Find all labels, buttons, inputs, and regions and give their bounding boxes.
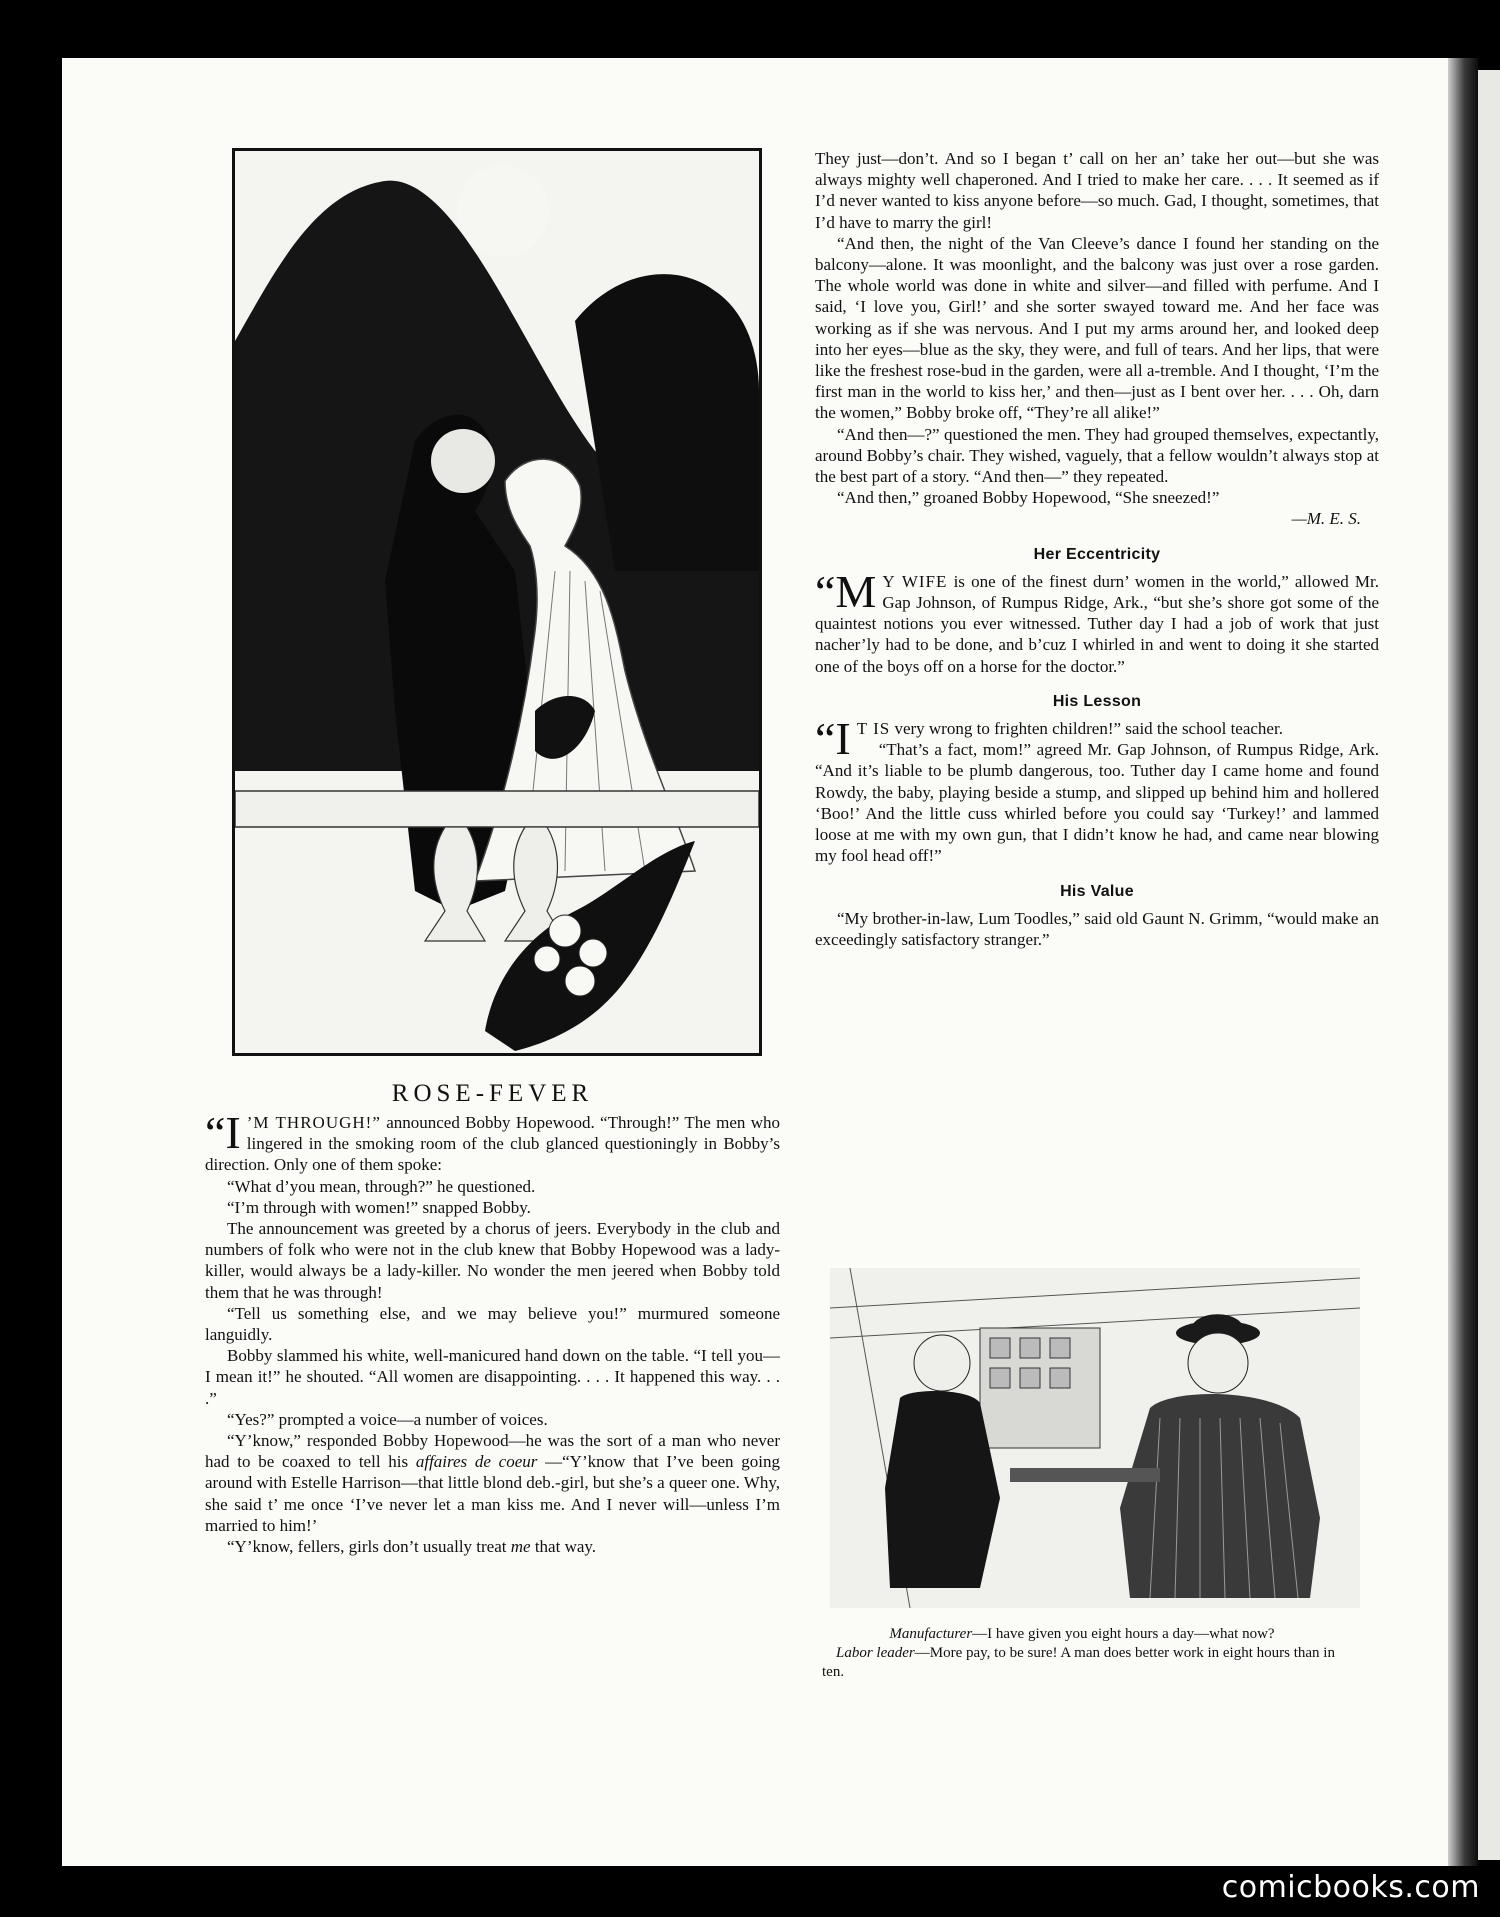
page-gutter: [1448, 58, 1478, 1866]
story-paragraph: “That’s a fact, mom!” agreed Mr. Gap Johnson, of Rumpus Ridge, Ark. “And it’s liable to be plumb dangerous, too. Tuther day I came home and found Rowdy, the baby, playing beside a stump, and slipped up behind him and hollered ‘Boo!’ And the little cuss whirled before you could say ‘Turkey!’ and lammed loose at me with my own gun, that I didn’t know he had, and came near blowing my fool head off!”: [815, 740, 1379, 866]
story-paragraph: “And then,” groaned Bobby Hopewood, “She sneezed!”: [837, 488, 1220, 508]
story-paragraph: “And then, the night of the Van Cleeve’s dance I found her standing on the balcony—alone. It was moonlight, and the balcony was just over a rose garden. The whole world was done in white and silver—and filled with perfume. And I said, ‘I love you, Girl!’ and she sorter swayed toward me. And her face was working as if she was nervous. And I put my arms around her, and looked deep into her eyes—blue as the sky, they were, and full of tears. And her lips, that were like the freshest rose-bud in the garden, were all a-tremble. And I thought, ‘I’m the first man in the world to kiss her,’ and then—just as I bent over her. . . . Oh, darn the women,” Bobby broke off, “They’re all alike!”: [815, 233, 1379, 423]
site-watermark: comicbooks.com: [1221, 1870, 1480, 1905]
caption-line: [822, 1625, 1342, 1644]
paragraph-text: announced Bobby Hopewood. “Through!” The men who lingered in the smoking room of the club glanced questioningly in Bobby’s direction. Only one of them spoke:: [205, 1113, 780, 1175]
story-paragraph: [205, 1536, 780, 1557]
section-heading-eccentricity: Her Eccentricity: [1033, 545, 1161, 563]
lead-in: T IS: [856, 719, 891, 739]
story-paragraph: [815, 713, 1379, 765]
story-paragraph: They just—don’t. And so I began t’ call on her an’ take her out—but she was always mighty well chaperoned. And I tried to make her care. . . . It seemed as if I’d never wanted to kiss anyone before—so much. Gad, I thought, sometimes, that I’d have to marry the girl!: [815, 149, 1379, 232]
lead-in: ’M THROUGH!”: [246, 1113, 381, 1132]
drop-cap: “I: [815, 713, 851, 765]
story-paragraph: “What d’you mean, through?” he questioned.: [227, 1176, 536, 1196]
caption-text: —More pay, to be sure! A man does better work in eight hours than in ten.: [822, 1645, 1335, 1680]
drop-cap: “I: [205, 1107, 241, 1158]
balcony-illustration: [232, 148, 762, 1056]
paragraph-text: —“Y’know that I’ve been going around with Estelle Harrison—that little blond deb.-girl, but she’s a queer one. Why, she said t’ me once ‘I’ve never let a man kiss me. And I never will—unless I’m married to him!’: [205, 1452, 781, 1535]
story-paragraph: “My brother-in-law, Lum Toodles,” said old Gaunt N. Grimm, “would make an exceedingly satisfactory stranger.”: [815, 908, 1379, 949]
paragraph-text: is one of the finest durn’ women in the world,” allowed Mr. Gap Johnson, of Rumpus Ridge, Ark., “but she’s shore got some of the quaintest notions you ever witnessed. Tuther day I had a job of work that just nacher’ly had to be done, and b’cuz I whirled in and went to doing it she started one of the boys off on a horse for the doctor.”: [815, 571, 1379, 676]
caption-text: —I have given you eight hours a day—what now?: [972, 1626, 1275, 1642]
author-signature: —M. E. S.: [1291, 509, 1361, 529]
speaker-label: Manufacturer: [889, 1626, 973, 1642]
story-paragraph: [205, 1430, 780, 1536]
story-title: ROSE-FEVER: [391, 1080, 594, 1107]
drop-cap: “M: [815, 565, 877, 617]
italic-phrase: affaires de coeur: [415, 1452, 538, 1472]
paragraph-text: that way.: [530, 1537, 597, 1557]
story-paragraph: [205, 1107, 780, 1176]
speaker-label: Labor leader: [836, 1645, 915, 1661]
story-right-column: [815, 148, 1379, 950]
lead-in: Y WIFE: [882, 571, 948, 591]
cartoon-caption: [822, 1625, 1342, 1682]
story-paragraph: The announcement was greeted by a chorus of jeers. Everybody in the club and numbers of folk who were not in the club knew that Bobby Hopewood was a lady-killer, would always be a lady-killer. No wonder the men jeered when Bobby told them that he was through!: [205, 1219, 780, 1302]
story-paragraph: “I’m through with women!” snapped Bobby.: [227, 1197, 531, 1217]
section-heading-value: His Value: [1060, 882, 1134, 900]
story-left-column: [205, 1107, 781, 1557]
caption-line: [822, 1644, 1342, 1682]
story-paragraph: “And then—?” questioned the men. They had grouped themselves, expectantly, around Bobby’s chair. They wished, vaguely, that a fellow wouldn’t always stop at the best part of a story. “And then—” they repeated.: [815, 424, 1379, 487]
section-heading-lesson: His Lesson: [1052, 692, 1142, 710]
story-paragraph: “Tell us something else, and we may believe you!” murmured someone languidly.: [205, 1303, 780, 1345]
italic-word: me: [510, 1537, 531, 1557]
cartoon-illustration: [830, 1268, 1360, 1608]
paragraph-text: “Y’know, fellers, girls don’t usually treat: [227, 1537, 511, 1557]
facing-page-edge: [1478, 70, 1500, 1860]
paragraph-text: “Y’know,” responded Bobby Hopewood—he was the sort of a man who never had to be coaxed to tell his: [205, 1431, 780, 1472]
story-paragraph: [815, 565, 1379, 677]
story-paragraph: Bobby slammed his white, well-manicured hand down on the table. “I tell you—I mean it!” he shouted. “All women are disappointing. . . . It happened this way. . . .”: [205, 1346, 780, 1408]
paragraph-text: very wrong to frighten children!” said the school teacher.: [890, 719, 1283, 739]
story-paragraph: “Yes?” prompted a voice—a number of voices.: [227, 1409, 548, 1429]
